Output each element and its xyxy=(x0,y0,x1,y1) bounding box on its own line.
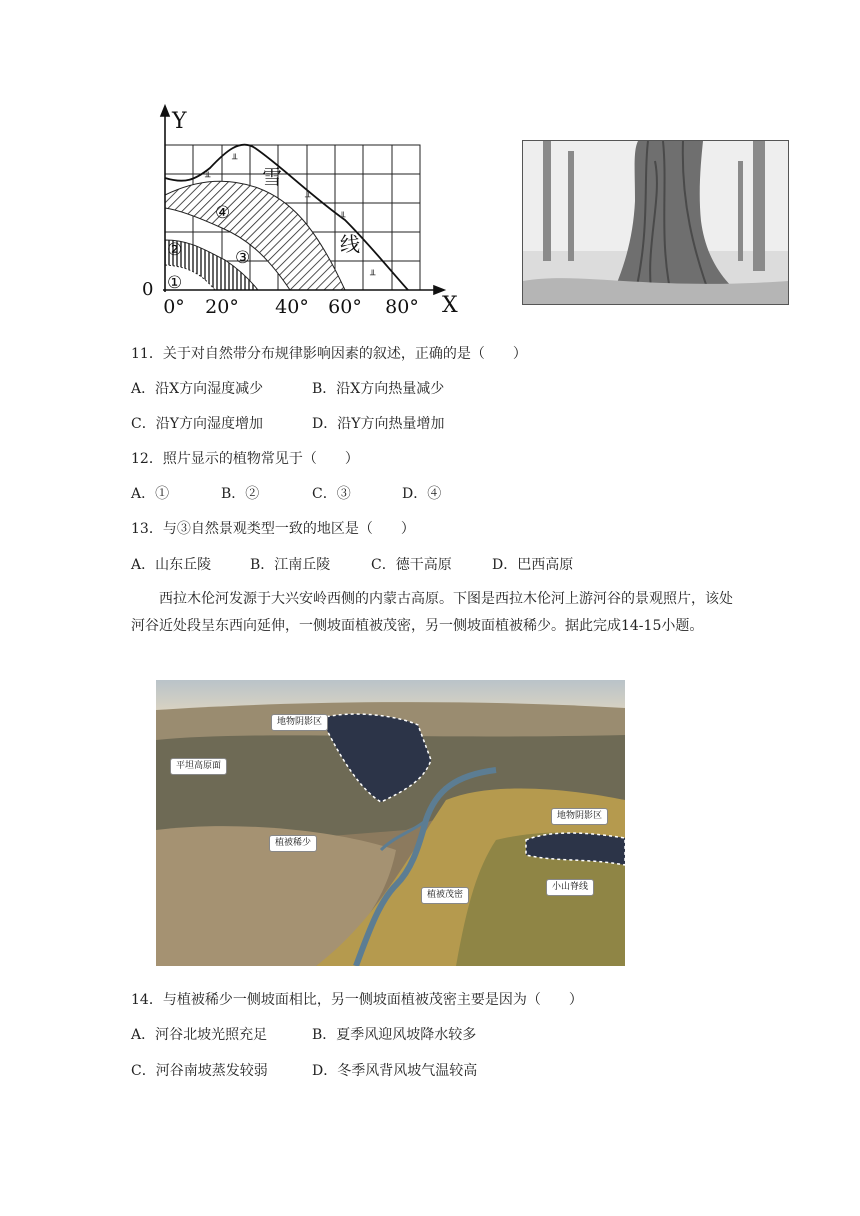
q13-stem: 13．与③自然景观类型一致的地区是（ ） xyxy=(131,521,415,537)
label-ridge-line: 小山脊线 xyxy=(546,879,594,896)
intro-paragraph: 西拉木伦河发源于大兴安岭西侧的内蒙古高原。下图是西拉木伦河上游河谷的景观照片，该处河谷近处段呈东西向延伸，一侧坡面植被茂密，另一侧坡面植被稀少。据此完成14-15小题。 xyxy=(131,591,733,634)
vegetation-symbol: ╨ xyxy=(232,155,238,165)
q14-option-a: A．河谷北坡光照充足 xyxy=(131,1027,268,1043)
q11-option-a: A．沿X方向湿度减少 xyxy=(131,381,264,397)
q13-option-c: C．德干高原 xyxy=(371,557,452,573)
x-axis-label: X xyxy=(442,293,458,318)
vegetation-symbol: ╨ xyxy=(340,213,346,223)
q12-stem: 12．照片显示的植物常见于（ ） xyxy=(131,451,359,467)
vegetation-symbol: ╨ xyxy=(305,193,311,203)
label-shadow-area-1: 地物阴影区 xyxy=(271,714,328,731)
q13-option-b: B．江南丘陵 xyxy=(250,557,331,573)
x-tick: 0° xyxy=(163,296,185,318)
tree-photo xyxy=(522,140,789,305)
q14-option-d: D．冬季风背风坡气温较高 xyxy=(312,1063,478,1079)
origin-label: 0 xyxy=(142,279,154,300)
q12-option-c: C．③ xyxy=(312,486,351,502)
label-flat-plateau: 平坦高原面 xyxy=(170,758,227,775)
snowline-char-1: 雪 xyxy=(262,165,282,189)
label-sparse-vegetation: 植被稀少 xyxy=(269,835,317,852)
q14-option-b: B．夏季风迎风坡降水较多 xyxy=(312,1027,477,1043)
q12-option-a: A．① xyxy=(131,486,170,502)
q11-option-c: C．沿Y方向湿度增加 xyxy=(131,416,263,432)
snowline-char-2: 线 xyxy=(340,232,360,256)
vegetation-symbol: ╨ xyxy=(205,173,211,183)
label-shadow-area-2: 地物阴影区 xyxy=(551,808,608,825)
q14-stem: 14．与植被稀少一侧坡面相比，另一侧坡面植被茂密主要是因为（ ） xyxy=(131,992,583,1008)
q11-option-d: D．沿Y方向热量增加 xyxy=(312,416,445,432)
x-tick: 60° xyxy=(328,296,362,318)
q13-option-d: D．巴西高原 xyxy=(492,557,574,573)
zone-diagram xyxy=(140,100,470,322)
valley-photo xyxy=(156,680,625,966)
zone-label-2: ② xyxy=(167,240,183,260)
zone-label-4: ④ xyxy=(215,203,231,223)
zone-label-3: ③ xyxy=(235,248,251,268)
vegetation-symbol: ╨ xyxy=(370,271,376,281)
q12-option-d: D．④ xyxy=(402,486,442,502)
q12-option-b: B．② xyxy=(221,486,260,502)
q11-option-b: B．沿X方向热量减少 xyxy=(312,381,445,397)
q13-option-a: A．山东丘陵 xyxy=(131,557,212,573)
x-ticks xyxy=(163,296,419,318)
x-tick: 80° xyxy=(385,296,419,318)
x-tick: 20° xyxy=(205,296,239,318)
label-dense-vegetation: 植被茂密 xyxy=(421,887,469,904)
zone-label-1: ① xyxy=(167,273,183,293)
x-tick: 40° xyxy=(275,296,309,318)
y-axis-label: Y xyxy=(172,109,187,134)
q11-stem: 11．关于对自然带分布规律影响因素的叙述，正确的是（ ） xyxy=(131,346,527,362)
q14-option-c: C．河谷南坡蒸发较弱 xyxy=(131,1063,268,1079)
